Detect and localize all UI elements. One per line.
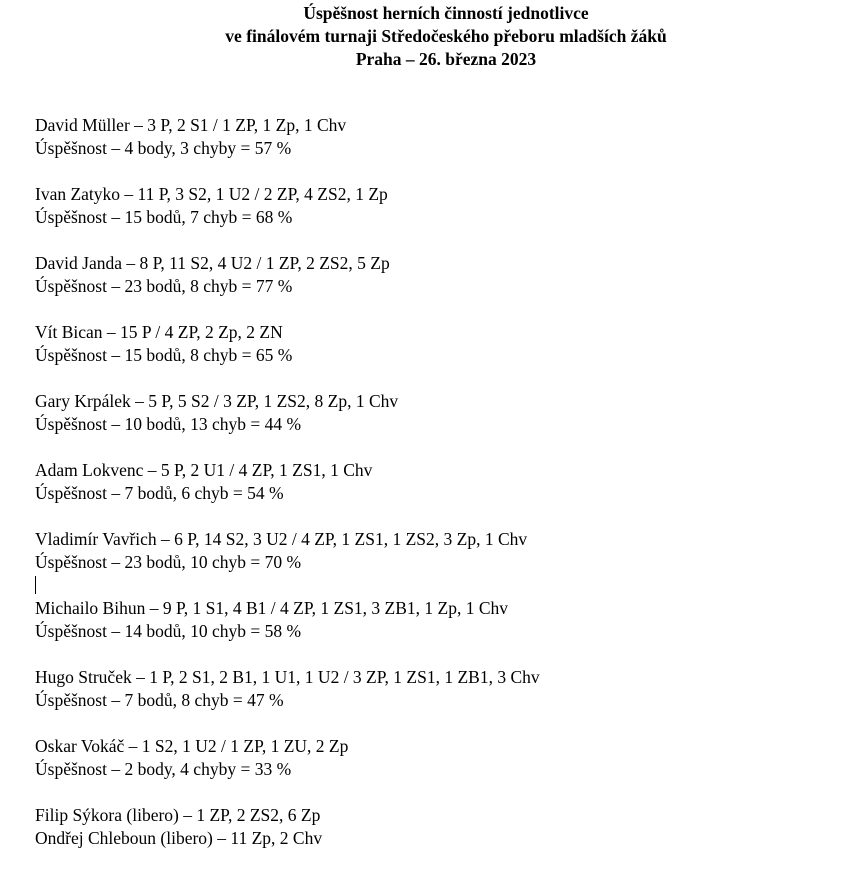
player-success-line: Úspěšnost – 4 body, 3 chyby = 57 % [35, 138, 292, 158]
libero-stats-line: Filip Sýkora (libero) – 1 ZP, 2 ZS2, 6 Zp [35, 805, 321, 825]
player-entry [35, 459, 855, 528]
player-stats-line: Vladimír Vavřich – 6 P, 14 S2, 3 U2 / 4 ZP, 1 ZS1, 1 ZS2, 3 Zp, 1 Chv [35, 529, 528, 549]
player-success-line: Úspěšnost – 7 bodů, 6 chyb = 54 % [35, 483, 284, 503]
player-entry [35, 666, 855, 735]
player-success-line: Úspěšnost – 23 bodů, 8 chyb = 77 % [35, 276, 293, 296]
heading-title: Úspěšnost herních činností jednotlivce [303, 3, 589, 23]
player-stats-line: Gary Krpálek – 5 P, 5 S2 / 3 ZP, 1 ZS2, 8 Zp, 1 Chv [35, 391, 399, 411]
player-entry [35, 183, 855, 252]
player-success-line: Úspěšnost – 15 bodů, 8 chyb = 65 % [35, 345, 293, 365]
libero-stats-line: Ondřej Chleboun (libero) – 11 Zp, 2 Chv [35, 828, 323, 848]
player-stats-line: Michailo Bihun – 9 P, 1 S1, 4 B1 / 4 ZP, 1 ZS1, 3 ZB1, 1 Zp, 1 Chv [35, 598, 509, 618]
heading-subtitle: ve finálovém turnaji Středočeského přeboru mladších žáků [225, 26, 667, 46]
player-entry [35, 252, 855, 321]
player-success-line: Úspěšnost – 7 bodů, 8 chyb = 47 % [35, 690, 284, 710]
player-stats-line: David Müller – 3 P, 2 S1 / 1 ZP, 1 Zp, 1 Chv [35, 115, 347, 135]
player-stats-line: Hugo Struček – 1 P, 2 S1, 2 B1, 1 U1, 1 U2 / 3 ZP, 1 ZS1, 1 ZB1, 3 Chv [35, 667, 540, 687]
player-stats-line: Oskar Vokáč – 1 S2, 1 U2 / 1 ZP, 1 ZU, 2 Zp [35, 736, 349, 756]
heading-place-date: Praha – 26. března 2023 [355, 49, 537, 69]
player-entry [35, 321, 855, 390]
player-success-line: Úspěšnost – 10 bodů, 13 chyb = 44 % [35, 414, 302, 434]
player-entry [35, 114, 855, 183]
libero-entries [35, 804, 855, 873]
player-stats-line: Ivan Zatyko – 11 P, 3 S2, 1 U2 / 2 ZP, 4 ZS2, 1 Zp [35, 184, 388, 204]
player-success-line: Úspěšnost – 23 bodů, 10 chyb = 70 % [35, 552, 302, 572]
player-stats-line: Adam Lokvenc – 5 P, 2 U1 / 4 ZP, 1 ZS1, 1 Chv [35, 460, 373, 480]
player-entry [35, 528, 855, 597]
player-list [35, 114, 855, 873]
player-entry [35, 390, 855, 459]
player-success-line: Úspěšnost – 15 bodů, 7 chyb = 68 % [35, 207, 293, 227]
player-stats-line: David Janda – 8 P, 11 S2, 4 U2 / 1 ZP, 2 ZS2, 5 Zp [35, 253, 390, 273]
player-stats-line: Vít Bican – 15 P / 4 ZP, 2 Zp, 2 ZN [35, 322, 283, 342]
player-success-line: Úspěšnost – 14 bodů, 10 chyb = 58 % [35, 621, 302, 641]
player-entry [35, 597, 855, 666]
player-entry [35, 735, 855, 804]
document-heading [0, 2, 863, 71]
player-success-line: Úspěšnost – 2 body, 4 chyby = 33 % [35, 759, 292, 779]
text-cursor [35, 576, 36, 594]
